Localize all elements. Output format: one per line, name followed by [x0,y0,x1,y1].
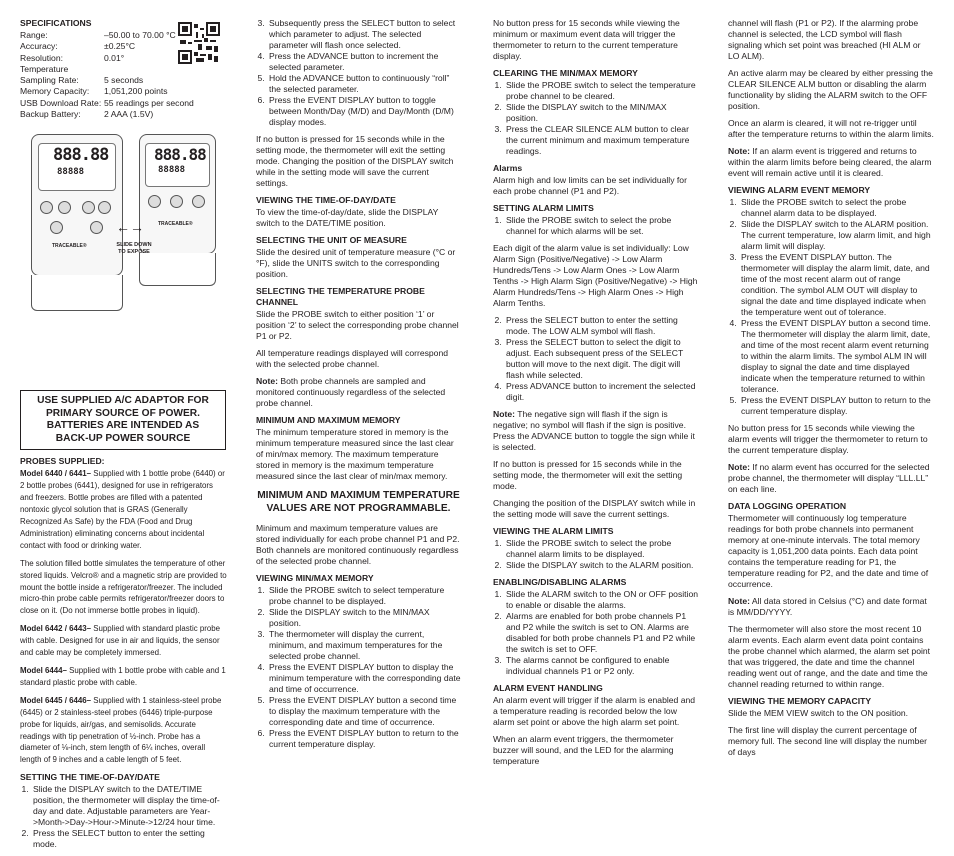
list-item: 6. Press the EVENT DISPLAY button to toggle between Month/Day (M/D) and Day/Month (D/M) display modes. [267,95,461,128]
slide-label: SLIDE DOWN TO EXPOSE [116,242,152,255]
spec-row: USB Download Rate: 55 readings per second [20,97,194,108]
setting-time-steps-cont [256,18,461,128]
thermometer-illustration [20,134,228,374]
paragraph: Thermometer will continuously log temperature readings for both probe channels into permanent memory at one-minute intervals. The total memory capacity is 1,051,200 data points. Each data point contains the temperature reading for P1, the temperature reading for P2, and the date and time of occurrence. [728,513,929,589]
column-2 [256,18,461,756]
set-limits-steps [493,215,698,237]
enable-alarms-heading: ENABLING/DISABLING ALARMS [493,577,627,587]
list-item: 4. Press ADVANCE button to increment the selected digit. [504,381,698,403]
setting-time-steps [20,784,228,850]
thermometer-angle: 888.88 88888 TRACEABLE® [139,134,216,254]
list-item: 6. Press the EVENT DISPLAY button to return to the current temperature display. [267,728,461,750]
note-paragraph: Note: The negative sign will flash if the sign is negative; no symbol will flash if the sign is positive. Press the ADVANCE button to toggle the sign while it is selected. [493,409,695,452]
list-item: 1. Slide the PROBE switch to select the temperature probe channel to be cleared. [504,80,698,102]
list-item: 2. Slide the DISPLAY switch to the MIN/MAX position. [504,102,698,124]
column-1 [20,18,228,856]
list-item: 2. Press the SELECT button to enter the setting mode. [31,828,228,850]
column-3 [493,18,698,773]
minmax-heading: MINIMUM AND MAXIMUM MEMORY [256,415,401,425]
paragraph: No button press for 15 seconds while viewing the alarm events will trigger the thermometer to return to the current temperature display. [728,423,928,455]
button-icon [82,201,95,214]
lcd-display: 888.88 88888 [38,143,116,191]
button-icon [90,221,103,234]
unit-heading: SELECTING THE UNIT OF MEASURE [256,235,407,245]
spec-row: Resolution: 0.01° [20,52,125,63]
probe-paragraph: Model 6445 / 6446– Supplied with 1 stainless-steel probe (6445) or 2 stainless-steel probes (6446) triple-purpose probe for liquids, air/gas, and semisolids. Accurate readings with tip penetration of ½-inch. Probe has a diameter of ⅛-inch, stem length of 6¼ inches, overall length of 9 inches and a cable length of 5 feet. [20,695,222,765]
viewing-time-heading: VIEWING THE TIME-OF-DAY/DATE [256,195,396,205]
paragraph: The thermometer will also store the most recent 10 alarm events. Each alarm event data point contains the probe channel which alarmed, the alarm set point that was triggered, the date and time the channel reading went out of range, and the date and time the channel reading returned to within range. [728,624,931,689]
alarm-event-heading: ALARM EVENT HANDLING [493,683,603,693]
set-limits-heading: SETTING ALARM LIMITS [493,203,594,213]
list-item: 3. The thermometer will display the current, minimum, and maximum temperatures for the selected probe channel. [267,629,461,662]
list-item: 2. Slide the DISPLAY switch to the ALARM position. The current temperature, low alarm limit, and high alarm limit will display. [739,219,934,252]
spec-row: Temperature [20,63,69,74]
not-programmable-notice: MINIMUM AND MAXIMUM TEMPERATURE VALUES ARE NOT PROGRAMMABLE. [257,490,460,514]
view-limits-heading: VIEWING THE ALARM LIMITS [493,526,614,536]
spec-row: Accuracy: ±0.25°C [20,41,136,52]
alarms-heading: Alarms [493,163,523,173]
note-paragraph: Note: Both probe channels are sampled and monitored continuously regardless of the selected probe channel. [256,376,446,408]
spec-row: Backup Battery: 2 AAA (1.5V) [20,109,154,120]
note-paragraph: Note: If an alarm event is triggered and returns to within the alarm limits before being cleared, the alarm event will remain active until it is cleared. [728,146,932,178]
spec-row: Range: –50.00 to 70.00 °C [20,30,176,40]
adaptor-warning: USE SUPPLIED A/C ADAPTOR FOR PRIMARY SOURCE OF POWER. BATTERIES ARE INTENDED AS BACK-UP POWER SOURCE [20,390,226,450]
paragraph: Alarm high and low limits can be set individually for each probe channel (P1 and P2). [493,175,687,196]
specifications-heading: SPECIFICATIONS [20,18,92,28]
list-item: 4. Press the ADVANCE button to increment the selected parameter. [267,51,461,73]
switch-knob [148,195,161,208]
button-icon [192,195,205,208]
switch-knob [58,201,71,214]
paragraph: An active alarm may be cleared by either pressing the CLEAR SILENCE ALM button or disabling the alarm functionality by sliding the ALARM switch to the OFF position. [728,68,933,111]
view-minmax-heading: VIEWING MIN/MAX MEMORY [256,573,374,583]
specifications-table [20,30,194,120]
column-4 [728,18,934,764]
paragraph: channel will flash (P1 or P2). If the alarming probe channel is selected, the LCD symbol will flash signaling which set point was breached (HI ALM or LO ALM). [728,18,921,61]
paragraph: Changing the position of the DISPLAY switch while in the setting mode will save the current settings. [493,498,696,519]
list-item: 4. Press the EVENT DISPLAY button a second time. The thermometer will display the alarm limit, date, and time of the most recent alarm event returning to within the alarm limits. The symbol ALM IN will display to signal the date and time displayed indicate when the temperature returned to within tolerance. [739,318,934,395]
switch-knob [170,195,183,208]
paragraph: Slide the MEM VIEW switch to the ON position. [728,708,909,718]
thermometer-stand [31,275,123,311]
setting-time-heading: SETTING THE TIME-OF-DAY/DATE [20,772,160,783]
paragraph: If no button is pressed for 15 seconds while in the setting mode, the thermometer will exit the setting mode. Changing the position of the DISPLAY switch while in the setting mode will save the current settings. [256,134,454,188]
paragraph: If no button is pressed for 15 seconds while in the setting mode, the thermometer will exit the setting mode. [493,459,683,491]
view-event-heading: VIEWING ALARM EVENT MEMORY [728,185,871,195]
note-paragraph: Note: If no alarm event has occurred for the selected probe channel, the thermometer will display “LLL.LL” on each line. [728,462,930,494]
paragraph: All temperature readings displayed will correspond with the selected probe channel. [256,348,449,369]
probe-paragraph: The solution filled bottle simulates the temperature of other stored liquids. Velcro® and a magnetic strip are provided to mount the bottle inside a refrigerator/freezer. The included micro-thin probe cable permits refrigerator/freezer doors to close on it. (Do not immerse bottle probes in liquid). [20,558,227,616]
list-item: 3. Press the SELECT button to select the digit to adjust. Each subsequent press of the SELECT button will move to the next digit. The digit will flash while selected. [504,337,698,381]
list-item: 4. Press the EVENT DISPLAY button to display the minimum temperature with the corresponding date and time of occurrence. [267,662,461,695]
paragraph: An alarm event will trigger if the alarm is enabled and a temperature reading is recorded below the low alarm set point or above the high alarm set point. [493,695,696,727]
paragraph: Slide the PROBE switch to either position ‘1’ or position ‘2’ to select the corresponding probe channel P1 or P2. [256,309,459,341]
data-logging-heading: DATA LOGGING OPERATION [728,501,847,511]
switch-knob [40,201,53,214]
list-item: 5. Hold the ADVANCE button to continuously “roll” the selected parameter. [267,73,461,95]
probes-heading: PROBES SUPPLIED: [20,456,105,467]
view-event-steps [728,197,934,417]
led-icon [50,221,63,234]
list-item: 2. Slide the DISPLAY switch to the ALARM position. [504,560,698,571]
probe-paragraph: Model 6444– Supplied with 1 bottle probe with cable and 1 standard plastic probe with cable. [20,665,226,687]
list-item: 1. Slide the PROBE switch to select the probe channel for which alarms will be set. [504,215,698,237]
probe-paragraph: Model 6440 / 6441– Supplied with 1 bottle probe (6440) or 2 bottle probes (6441), designed for use in refrigerators and freezers. Bottle probes are filled with a patented nontoxic glycol solution that is GRAS (Generally Recognized As Safe) by the FDA (Food and Drug Administration) eliminating concerns about incidental contact with food or drinking water. [20,469,225,550]
paragraph: The minimum temperature stored in memory is the minimum temperature measured since the last clear of min/max memory. The maximum temperature stored in memory is the maximum temperature measured since the last clear of min/max memory. [256,427,454,481]
view-limits-steps [493,538,698,571]
list-item: 3. The alarms cannot be configured to enable individual channels P1 or P2 only. [504,655,698,677]
lcd-display: 888.88 88888 [145,143,210,187]
paragraph: Minimum and maximum temperature values are stored individually for each probe channel P1 and P2. Both channels are monitored continuously regardless of the selected probe channel. [256,523,460,566]
spec-row: Memory Capacity: 1,051,200 points [20,86,168,97]
paragraph: Slide the desired unit of temperature measure (°C or °F), slide the UNITS switch to the corresponding position. [256,247,456,279]
enable-alarms-steps [493,589,698,677]
qr-code-icon [178,22,220,64]
list-item: 2. Slide the DISPLAY switch to the MIN/MAX position. [267,607,461,629]
paragraph: When an alarm event triggers, the thermometer buzzer will sound, and the LED for the alarming temperature [493,734,674,766]
probe-paragraph: Model 6442 / 6443– Supplied with standard plastic probe with cable. Designed for use in air and liquids, the sensor and cable may be completely immersed. [20,624,221,658]
thermometer-stand [139,253,216,286]
list-item: 1. Slide the PROBE switch to select the probe channel alarm limits to be displayed. [504,538,698,560]
clear-minmax-steps [493,80,698,157]
spec-row: Sampling Rate: 5 seconds [20,75,144,86]
list-item: 5. Press the EVENT DISPLAY button a second time to display the maximum temperature with the corresponding date and time of occurrence. [267,695,461,728]
list-item: 1. Slide the PROBE switch to select temperature probe channel to be displayed. [267,585,461,607]
set-limits-steps-cont [493,315,698,403]
memory-capacity-heading: VIEWING THE MEMORY CAPACITY [728,696,872,706]
thermometer-front: 888.88 88888 TRACEABLE® [31,134,123,276]
paragraph: No button press for 15 seconds while viewing the minimum or maximum event data will trigger the thermometer to return to the current temperature display. [493,18,680,61]
list-item: 3. Subsequently press the SELECT button to select which parameter to adjust. The selected parameter will flash once selected. [267,18,461,51]
paragraph: Each digit of the alarm value is set individually: Low Alarm Sign (Positive/Negative) -> Low Alarm Hundreds/Tens -> Low Alarm Ones -> Low Alarm Tenths -> High Alarm Sign (Positive/Negative) -> High Alarm Hundreds/Tens -> High Alarm Ones -> High Alarm Tenths. [493,243,698,308]
list-item: 1. Slide the ALARM switch to the ON or OFF position to enable or disable the alarms. [504,589,698,611]
view-minmax-steps [256,585,461,750]
list-item: 3. Press the CLEAR SILENCE ALM button to clear the current minimum and maximum temperature readings. [504,124,698,157]
list-item: 1. Slide the DISPLAY switch to the DATE/TIME position, the thermometer will display the time-of-day and date. Adjustable parameters are Year->Month->Day->Hour->Minute->12/24 hour time. [31,784,228,828]
list-item: 2. Press the SELECT button to enter the setting mode. The LOW ALM symbol will flash. [504,315,698,337]
list-item: 1. Slide the PROBE switch to select the probe channel alarm data to be displayed. [739,197,934,219]
clear-minmax-heading: CLEARING THE MIN/MAX MEMORY [493,68,638,78]
slide-arrows-icon: ←→ [116,219,144,236]
paragraph: To view the time-of-day/date, slide the DISPLAY switch to the DATE/TIME position. [256,207,439,228]
probe-channel-heading: SELECTING THE TEMPERATURE PROBE CHANNEL [256,286,425,307]
list-item: 3. Press the EVENT DISPLAY button. The thermometer will display the alarm limit, date, and time of the most recent alarm out of range condition. The symbol ALM OUT will display to signal the date and time displayed indicate when the temperature went out of tolerance. [739,252,934,318]
list-item: 5. Press the EVENT DISPLAY button to return to the current temperature display. [739,395,934,417]
paragraph: Once an alarm is cleared, it will not re-trigger until after the temperature returns to within the alarm limits. [728,118,934,139]
list-item: 2. Alarms are enabled for both probe channels P1 and P2 while the switch is set to ON. Alarms are disabled for both probe channels P1 and P2 while the switch is set to OFF. [504,611,698,655]
note-paragraph: Note: All data stored in Celsius (°C) and date format is MM/DD/YYYY. [728,596,927,617]
paragraph: The first line will display the current percentage of memory full. The second line will display the number of days [728,725,928,757]
button-icon [98,201,111,214]
